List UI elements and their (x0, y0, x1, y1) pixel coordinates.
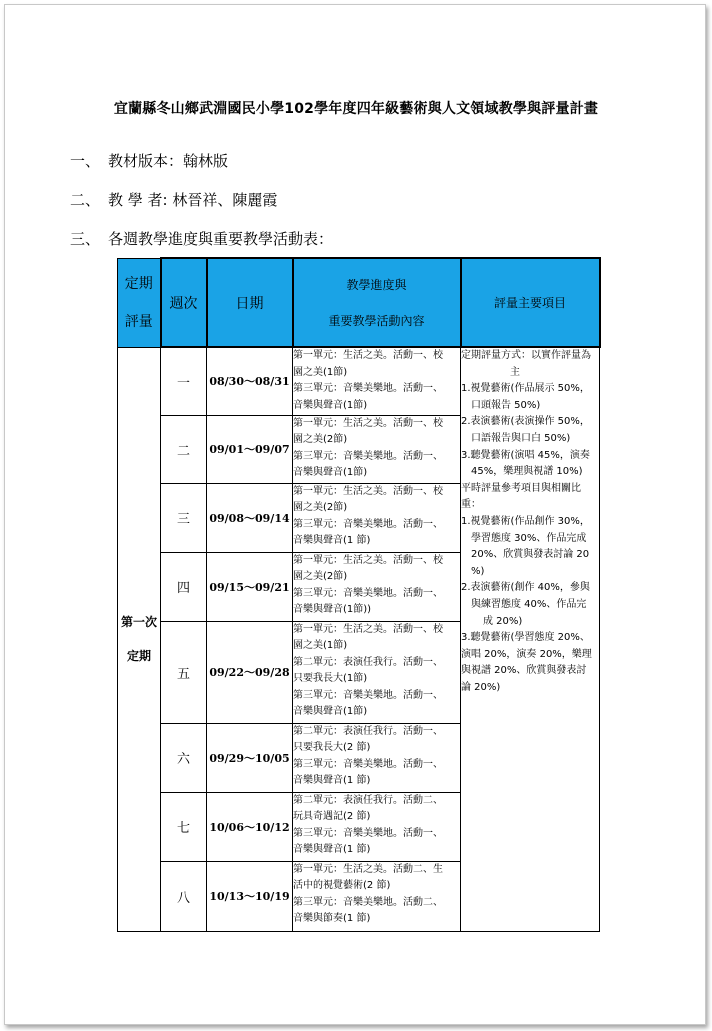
assessment-line: 平時評量參考項目與相關比 (461, 482, 581, 494)
content-line: 園之美(1節) (293, 366, 348, 378)
content-line: 音樂與聲音(1 節) (293, 775, 371, 787)
date-cell: 08/30～08/31 (207, 347, 293, 415)
section-teachers (70, 189, 277, 210)
date-cell: 09/01～09/07 (207, 415, 293, 483)
header-assessment: 評量主要項目 (461, 258, 600, 347)
assessment-line: 演唱 20%，演奏 20%，樂理 (461, 648, 592, 660)
section-number: 三、 (70, 230, 101, 248)
week-cell: 三 (161, 483, 207, 552)
assessment-line: 學習態度 30%、作品完成 (471, 532, 587, 544)
week-cell: 四 (161, 552, 207, 621)
content-cell (293, 415, 461, 483)
content-line: 第三單元：音樂美樂地。活動一、 (293, 587, 443, 599)
date-cell: 09/08～09/14 (207, 483, 293, 552)
week-cell: 五 (161, 621, 207, 723)
content-cell (293, 723, 461, 792)
period-line1: 第一次 (120, 615, 157, 629)
assessment-line: 論 20%) (461, 681, 501, 693)
assessment-line: 1.視覺藝術(作品展示 50%， (461, 383, 590, 395)
table-row (118, 347, 600, 415)
content-line: 活中的視覺藝術(2 節) (293, 880, 391, 892)
section-text: 教 學 者: 林晉祥、陳麗霞 (108, 191, 278, 209)
header-date: 日期 (207, 258, 293, 347)
content-line: 只要我長大(1節) (293, 673, 368, 685)
assessment-line: 口頭報告 50%) (471, 399, 541, 411)
header-content-line1: 教學進度與 (346, 277, 407, 292)
assessment-line: %) (471, 565, 485, 577)
assessment-line: 2.表演藝術(創作 40%，參與 (461, 582, 590, 594)
table-header-row (118, 258, 600, 347)
assessment-line: 與視譜 20%、欣賞與發表討 (461, 665, 587, 677)
section-number: 一、 (70, 152, 101, 170)
content-line: 音樂與聲音(1節) (293, 467, 368, 479)
section-textbook-version (70, 150, 228, 171)
header-week: 週次 (161, 258, 207, 347)
content-line: 音樂與聲音(1節) (293, 706, 368, 718)
content-line: 第三單元：音樂美樂地。活動一、 (293, 383, 443, 395)
content-line: 第三單元：音樂美樂地。活動一、 (293, 827, 443, 839)
assessment-line: 45%，樂理與視譜 10%) (471, 466, 583, 478)
content-line: 園之美(2節) (293, 434, 348, 446)
content-line: 玩具奇遇記(2 節) (293, 811, 371, 823)
content-line: 第二單元：表演任我行。活動一、 (293, 656, 443, 668)
content-line: 第一單元：生活之美。活動一、校 (293, 485, 443, 497)
assessment-line: 2.表演藝術(表演操作 50%， (461, 416, 590, 428)
content-line: 第三單元：音樂美樂地。活動二、 (293, 896, 443, 908)
section-text: 教材版本：翰林版 (108, 152, 229, 170)
week-cell: 六 (161, 723, 207, 792)
content-line: 園之美(2節) (293, 502, 348, 514)
content-line: 音樂與聲音(1 節) (293, 844, 371, 856)
content-line: 只要我長大(2 節) (293, 742, 371, 754)
content-cell (293, 861, 461, 931)
content-line: 第三單元：音樂美樂地。活動一、 (293, 689, 443, 701)
section-text: 各週教學進度與重要教學活動表： (108, 230, 334, 248)
date-cell: 09/15～09/21 (207, 552, 293, 621)
week-cell: 八 (161, 861, 207, 931)
period-cell (118, 347, 161, 931)
date-cell: 09/22～09/28 (207, 621, 293, 723)
assessment-line: 1.視覺藝術(作品創作 30%， (461, 515, 590, 527)
assessment-line: 主 (510, 366, 520, 378)
assessment-line: 3.聽覺藝術(學習態度 20%、 (461, 632, 590, 644)
date-cell: 10/13～10/19 (207, 861, 293, 931)
content-line: 音樂與聲音(1節) (293, 399, 368, 411)
week-cell: 七 (161, 792, 207, 861)
date-cell: 10/06～10/12 (207, 792, 293, 861)
section-schedule (70, 228, 333, 249)
content-line: 第三單元：音樂美樂地。活動一、 (293, 450, 443, 462)
content-cell (293, 347, 461, 415)
content-cell (293, 483, 461, 552)
section-number: 二、 (70, 191, 101, 209)
document-title: 宜蘭縣冬山鄉武淵國民小學102學年度四年級藝術與人文領域教學與評量計畫 (113, 101, 599, 117)
content-cell (293, 621, 461, 723)
content-line: 第一單元：生活之美。活動二、生 (293, 863, 443, 875)
content-line: 第一單元：生活之美。活動一、校 (293, 623, 443, 635)
date-cell: 09/29～10/05 (207, 723, 293, 792)
content-cell (293, 552, 461, 621)
week-cell: 一 (161, 347, 207, 415)
assessment-line: 重： (461, 499, 481, 511)
content-line: 第二單元：表演任我行。活動二、 (293, 794, 443, 806)
content-line: 音樂與聲音(1 節) (293, 535, 371, 547)
header-period-line2: 評量 (124, 313, 153, 330)
header-content-line2: 重要教學活動內容 (328, 313, 425, 328)
content-line: 第一單元：生活之美。活動一、校 (293, 554, 443, 566)
period-line2: 定期 (126, 649, 151, 663)
content-cell (293, 792, 461, 861)
assessment-line: 3.聽覺藝術(演唱 45%，演奏 (461, 449, 590, 461)
content-line: 園之美(1節) (293, 640, 348, 652)
content-line: 第三單元：音樂美樂地。活動一、 (293, 758, 443, 770)
content-line: 音樂與節奏(1 節) (293, 913, 371, 925)
content-line: 園之美(2節) (293, 571, 348, 583)
assessment-line: 20%、欣賞與發表討論 20 (471, 549, 590, 561)
week-cell: 二 (161, 415, 207, 483)
header-period-line1: 定期 (124, 275, 153, 292)
assessment-line: 與練習態度 40%、作品完 (471, 598, 587, 610)
content-line: 第二單元：表演任我行。活動一、 (293, 725, 443, 737)
assessment-cell (461, 347, 600, 931)
assessment-line: 成 20%) (483, 615, 523, 627)
header-period (118, 258, 161, 347)
content-line: 第一單元：生活之美。活動一、校 (293, 417, 443, 429)
content-line: 第三單元：音樂美樂地。活動一、 (293, 518, 443, 530)
assessment-line: 定期評量方式：以實作評量為 (461, 350, 591, 361)
assessment-line: 口語報告與口白 50%) (471, 432, 571, 444)
header-content (293, 258, 461, 347)
content-line: 第一單元：生活之美。活動一、校 (293, 350, 443, 361)
schedule-table (117, 257, 601, 932)
content-line: 音樂與聲音(1節)) (293, 604, 372, 616)
